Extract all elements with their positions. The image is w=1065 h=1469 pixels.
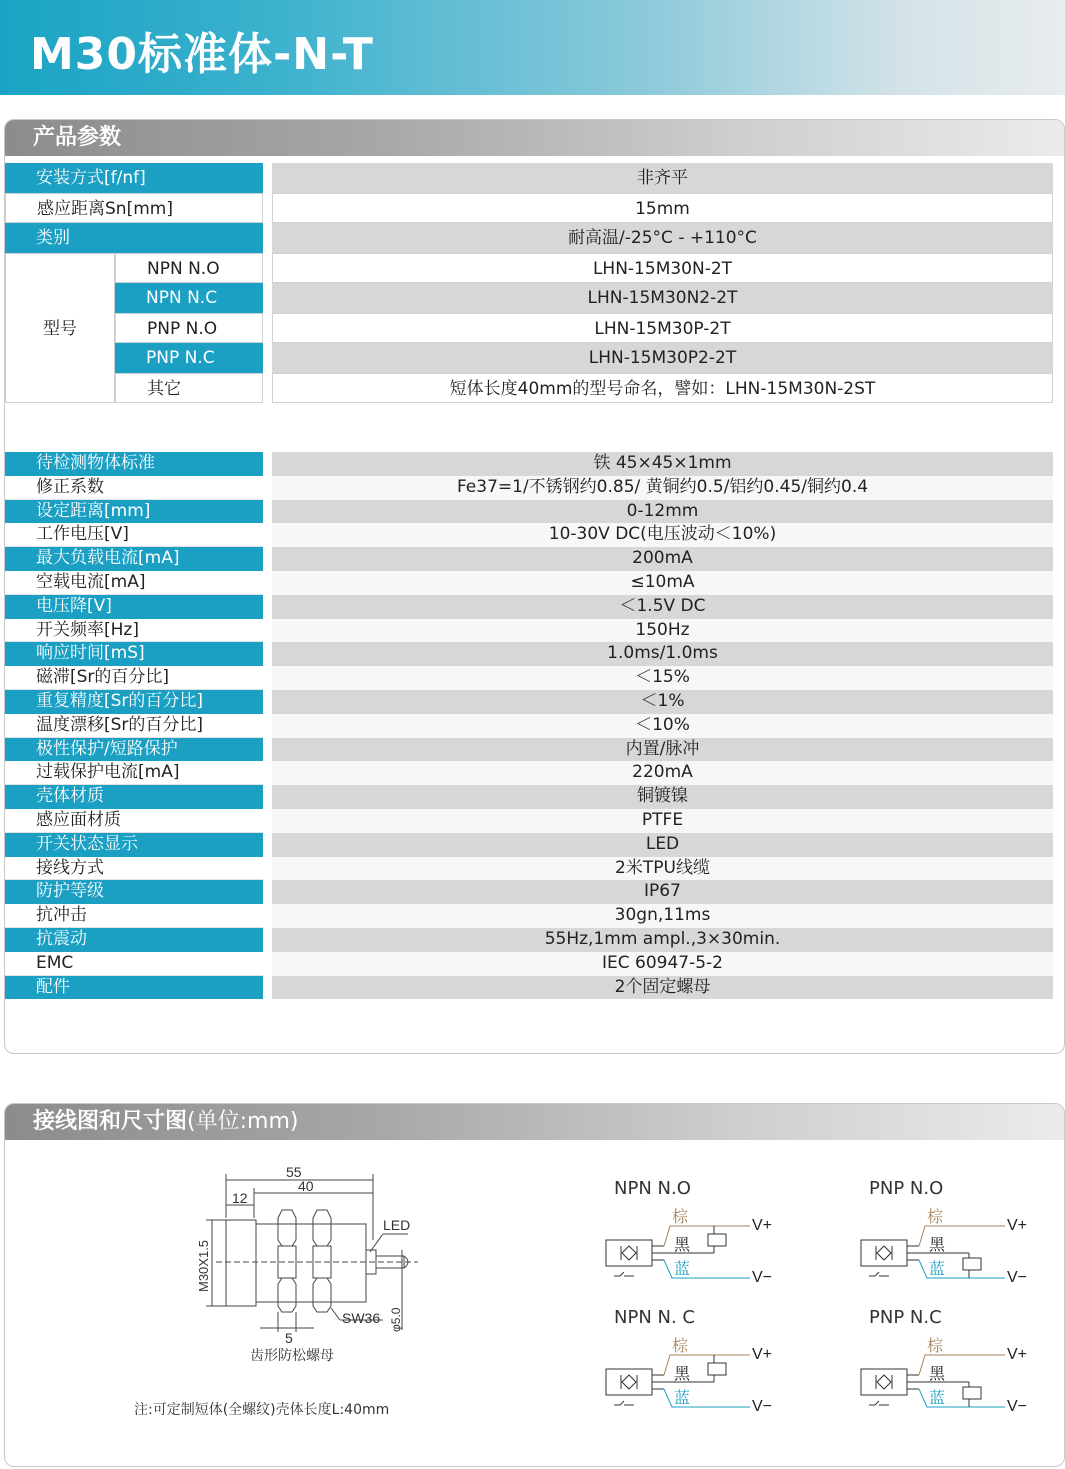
brown-wire-label: 棕	[927, 1209, 944, 1226]
spec-value: LED	[272, 833, 1053, 857]
product-params-header	[5, 120, 1064, 156]
blue-wire-label: 蓝	[674, 1390, 691, 1407]
model-value: LHN-15M30N-2T	[272, 253, 1053, 283]
v-plus-label: V+	[1007, 1346, 1028, 1363]
spec-label: 工作电压[V]	[5, 523, 263, 547]
dim-thread: M30X1.5	[196, 1239, 211, 1292]
dim-thread-len: 12	[232, 1190, 248, 1206]
model-type: NPN N.C	[115, 283, 263, 313]
dim-body: 40	[298, 1178, 314, 1194]
model-type: PNP N.C	[115, 343, 263, 373]
spec-label: 重复精度[Sr的百分比]	[5, 690, 263, 714]
param-label: 感应距离Sn[mm]	[5, 193, 263, 223]
v-minus-label: V−	[752, 1269, 773, 1286]
spec-value: 10-30V DC(电压波动＜10%)	[272, 523, 1053, 547]
model-type: 其它	[115, 373, 263, 403]
spec-value: ＜10%	[272, 714, 1053, 738]
spec-value: ＜1.5V DC	[272, 595, 1053, 619]
wiring-diagram	[604, 1208, 794, 1288]
wiring-header	[5, 1104, 1064, 1140]
model-value: LHN-15M30N2-2T	[272, 283, 1053, 313]
spec-value: 内置/脉冲	[272, 738, 1053, 762]
spec-label: 接线方式	[5, 857, 263, 881]
spec-value: 150Hz	[272, 619, 1053, 643]
spec-label: 磁滞[Sr的百分比]	[5, 666, 263, 690]
spec-value: 55Hz,1mm ampl.,3×30min.	[272, 928, 1053, 952]
brown-wire-label: 棕	[672, 1338, 689, 1355]
wiring-diagram	[859, 1208, 1049, 1288]
blue-wire-label: 蓝	[674, 1261, 691, 1278]
model-value: LHN-15M30P2-2T	[272, 343, 1053, 373]
spec-value: PTFE	[272, 809, 1053, 833]
spec-label: 修正系数	[5, 476, 263, 500]
dim-led: LED	[383, 1217, 411, 1233]
spec-label: 设定距离[mm]	[5, 500, 263, 524]
spec-value: ≤10mA	[272, 571, 1053, 595]
page-title: M30标准体-N-T	[30, 29, 374, 80]
v-plus-label: V+	[752, 1217, 773, 1234]
model-type: PNP N.O	[115, 313, 263, 343]
dim-sw: SW36	[342, 1310, 381, 1326]
spec-value: 2米TPU线缆	[272, 857, 1053, 881]
spec-label: 空载电流[mA]	[5, 571, 263, 595]
model-value: LHN-15M30P-2T	[272, 313, 1053, 343]
v-minus-label: V−	[1007, 1269, 1028, 1286]
black-wire-label: 黑	[674, 1237, 691, 1254]
section2-title: 接线图和尺寸图	[33, 1109, 188, 1134]
note-text: 注:可定制短体(全螺纹)壳体长度L:40mm	[134, 1402, 390, 1418]
blue-wire-label: 蓝	[929, 1261, 946, 1278]
spec-label: 壳体材质	[5, 785, 263, 809]
spec-label: 最大负载电流[mA]	[5, 547, 263, 571]
spec-value: Fe37=1/不锈钢约0.85/ 黄铜约0.5/铝约0.45/铜约0.4	[272, 476, 1053, 500]
model-type: NPN N.O	[115, 253, 263, 283]
spec-value: 铜镀镍	[272, 785, 1053, 809]
spec-label: 感应面材质	[5, 809, 263, 833]
wiring-title: PNP N.O	[869, 1178, 944, 1199]
spec-label: EMC	[5, 952, 263, 976]
black-wire-label: 黑	[929, 1237, 946, 1254]
black-wire-label: 黑	[929, 1366, 946, 1383]
param-label: 安装方式[f/nf]	[5, 163, 263, 193]
wiring-diagram	[604, 1337, 794, 1417]
spec-label: 开关状态显示	[5, 833, 263, 857]
spec-value: IEC 60947-5-2	[272, 952, 1053, 976]
section-title	[33, 1104, 298, 1140]
spec-label: 配件	[5, 976, 263, 1000]
page-header	[0, 0, 1065, 95]
v-minus-label: V−	[1007, 1398, 1028, 1415]
dim-cable: φ5.0	[389, 1307, 403, 1332]
param-label: 类别	[5, 223, 263, 253]
spec-value: 220mA	[272, 761, 1053, 785]
spec-label: 待检测物体标准	[5, 452, 263, 476]
param-value: 耐高温/-25°C - +110°C	[272, 223, 1053, 253]
brown-wire-label: 棕	[927, 1338, 944, 1355]
wiring-title: PNP N.C	[869, 1307, 942, 1328]
wiring-title: NPN N. C	[614, 1307, 695, 1328]
spec-value: 200mA	[272, 547, 1053, 571]
section-title: 产品参数	[33, 125, 122, 150]
spec-label: 电压降[V]	[5, 595, 263, 619]
spec-label: 温度漂移[Sr的百分比]	[5, 714, 263, 738]
v-minus-label: V−	[752, 1398, 773, 1415]
dim-total: 55	[286, 1164, 302, 1180]
spec-label: 极性保护/短路保护	[5, 738, 263, 762]
v-plus-label: V+	[1007, 1217, 1028, 1234]
spec-value: 2个固定螺母	[272, 976, 1053, 1000]
spec-value: 0-12mm	[272, 500, 1053, 524]
dimension-drawing	[190, 1160, 440, 1370]
dim-nut-label: 齿形防松螺母	[250, 1347, 334, 1363]
spec-label: 防护等级	[5, 880, 263, 904]
wiring-diagram	[859, 1337, 1049, 1417]
model-group-label: 型号	[5, 253, 115, 403]
spec-value: ＜1%	[272, 690, 1053, 714]
param-value: 15mm	[272, 193, 1053, 223]
spec-value: ＜15%	[272, 666, 1053, 690]
spec-value: 铁 45×45×1mm	[272, 452, 1053, 476]
v-plus-label: V+	[752, 1346, 773, 1363]
blue-wire-label: 蓝	[929, 1390, 946, 1407]
spec-value: IP67	[272, 880, 1053, 904]
dim-nut-thick: 5	[285, 1330, 293, 1346]
spec-label: 抗震动	[5, 928, 263, 952]
spec-label: 抗冲击	[5, 904, 263, 928]
spec-label: 响应时间[mS]	[5, 642, 263, 666]
model-value: 短体长度40mm的型号命名，譬如：LHN-15M30N-2ST	[272, 373, 1053, 403]
brown-wire-label: 棕	[672, 1209, 689, 1226]
wiring-title: NPN N.O	[614, 1178, 691, 1199]
spec-label: 过载保护电流[mA]	[5, 761, 263, 785]
spec-label: 开关频率[Hz]	[5, 619, 263, 643]
black-wire-label: 黑	[674, 1366, 691, 1383]
param-value: 非齐平	[272, 163, 1053, 193]
spec-value: 30gn,11ms	[272, 904, 1053, 928]
spec-value: 1.0ms/1.0ms	[272, 642, 1053, 666]
section2-unit: (单位:mm)	[187, 1109, 299, 1134]
